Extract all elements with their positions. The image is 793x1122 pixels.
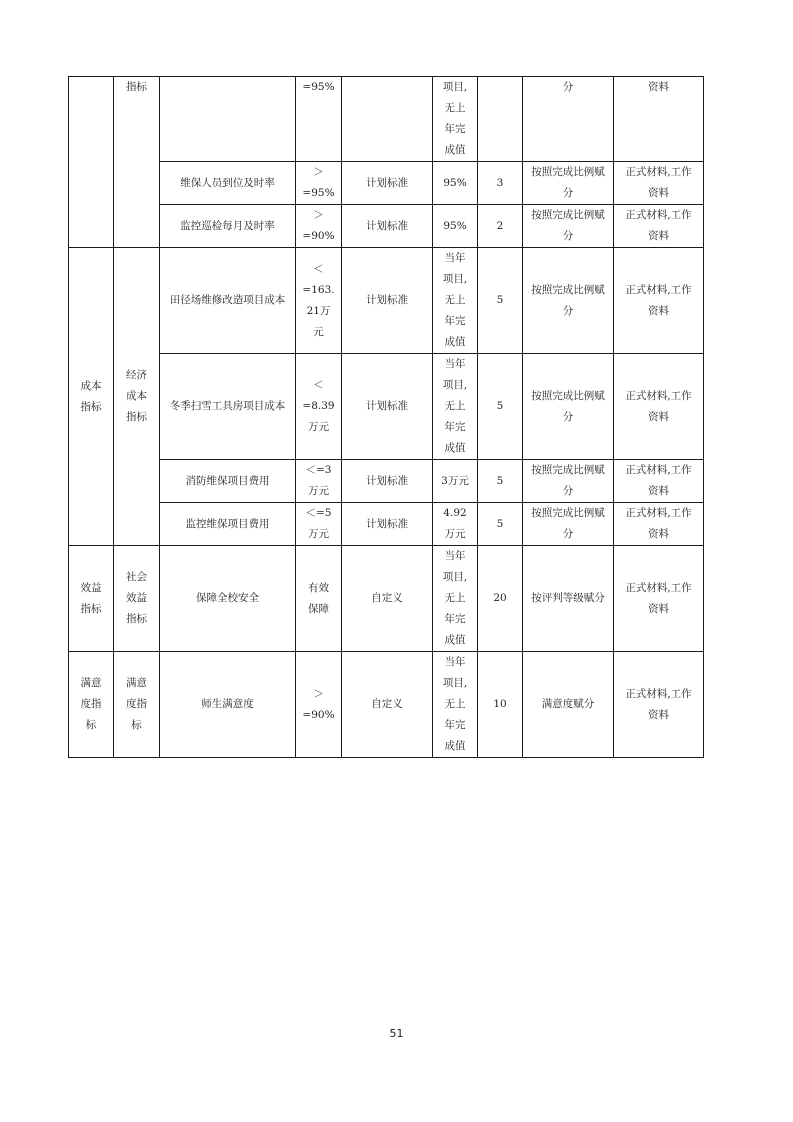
score-cell: 5 (478, 460, 523, 503)
table-row (69, 354, 704, 460)
indicator-name-cell: 保障全校安全 (160, 546, 296, 652)
target-value-cell: ＜=3 万元 (296, 460, 342, 503)
score-cell: 5 (478, 354, 523, 460)
score-cell: 5 (478, 248, 523, 354)
scoring-rule-cell: 按照完成比例赋 分 (523, 503, 614, 546)
scoring-rule-cell: 按照完成比例赋 分 (523, 354, 614, 460)
scoring-rule-cell: 按评判等级赋分 (523, 546, 614, 652)
score-cell: 5 (478, 503, 523, 546)
page-number: 51 (389, 1027, 404, 1040)
source-cell: 正式材料,工作 资料 (614, 503, 704, 546)
indicator-name-cell: 维保人员到位及时率 (160, 162, 296, 205)
standard-cell: 计划标准 (342, 248, 433, 354)
table-row (69, 248, 704, 354)
scoring-rule-cell: 分 (523, 77, 614, 162)
target-value-cell: ＜ =163. 21万 元 (296, 248, 342, 354)
source-cell: 正式材料,工作 资料 (614, 652, 704, 758)
performance-indicator-table (68, 76, 704, 758)
table-row (69, 77, 704, 162)
level2-indicator-cell: 经济 成本 指标 (114, 248, 160, 546)
target-value-cell: ＜=5 万元 (296, 503, 342, 546)
score-cell: 2 (478, 205, 523, 248)
target-value-cell: ＞ =95% (296, 162, 342, 205)
expected-value-cell: 当年 项目, 无上 年完 成值 (433, 546, 478, 652)
indicator-name-cell: 田径场维修改造项目成本 (160, 248, 296, 354)
standard-cell: 计划标准 (342, 460, 433, 503)
scoring-rule-cell: 按照完成比例赋 分 (523, 162, 614, 205)
level1-indicator-cell (69, 77, 114, 248)
scoring-rule-cell: 按照完成比例赋 分 (523, 205, 614, 248)
indicator-name-cell: 监控维保项目费用 (160, 503, 296, 546)
indicator-name-cell: 监控巡检每月及时率 (160, 205, 296, 248)
standard-cell: 自定义 (342, 652, 433, 758)
expected-value-cell: 95% (433, 205, 478, 248)
standard-cell: 计划标准 (342, 503, 433, 546)
source-cell: 正式材料,工作 资料 (614, 546, 704, 652)
standard-cell: 计划标准 (342, 162, 433, 205)
scoring-rule-cell: 满意度赋分 (523, 652, 614, 758)
expected-value-cell: 95% (433, 162, 478, 205)
level1-indicator-cell: 效益 指标 (69, 546, 114, 652)
target-value-cell: ＞ =90% (296, 205, 342, 248)
standard-cell: 计划标准 (342, 354, 433, 460)
level2-indicator-cell: 指标 (114, 77, 160, 248)
target-value-cell: ＜ =8.39 万元 (296, 354, 342, 460)
source-cell: 正式材料,工作 资料 (614, 205, 704, 248)
table-row (69, 652, 704, 758)
table-row (69, 460, 704, 503)
score-cell: 3 (478, 162, 523, 205)
table-row (69, 205, 704, 248)
table-row (69, 546, 704, 652)
level1-indicator-cell: 成本 指标 (69, 248, 114, 546)
indicator-name-cell (160, 77, 296, 162)
expected-value-cell: 4.92 万元 (433, 503, 478, 546)
target-value-cell: ＞ =90% (296, 652, 342, 758)
expected-value-cell: 项目, 无上 年完 成值 (433, 77, 478, 162)
standard-cell: 自定义 (342, 546, 433, 652)
source-cell: 资料 (614, 77, 704, 162)
standard-cell: 计划标准 (342, 205, 433, 248)
target-value-cell: 有效 保障 (296, 546, 342, 652)
expected-value-cell: 当年 项目, 无上 年完 成值 (433, 652, 478, 758)
expected-value-cell: 当年 项目, 无上 年完 成值 (433, 354, 478, 460)
scoring-rule-cell: 按照完成比例赋 分 (523, 460, 614, 503)
level2-indicator-cell: 社会 效益 指标 (114, 546, 160, 652)
level1-indicator-cell: 满意 度指 标 (69, 652, 114, 758)
source-cell: 正式材料,工作 资料 (614, 460, 704, 503)
expected-value-cell: 3万元 (433, 460, 478, 503)
target-value-cell: =95% (296, 77, 342, 162)
scoring-rule-cell: 按照完成比例赋 分 (523, 248, 614, 354)
indicator-name-cell: 消防维保项目费用 (160, 460, 296, 503)
source-cell: 正式材料,工作 资料 (614, 248, 704, 354)
indicator-name-cell: 师生满意度 (160, 652, 296, 758)
score-cell (478, 77, 523, 162)
score-cell: 20 (478, 546, 523, 652)
expected-value-cell: 当年 项目, 无上 年完 成值 (433, 248, 478, 354)
standard-cell (342, 77, 433, 162)
indicator-name-cell: 冬季扫雪工具房项目成本 (160, 354, 296, 460)
source-cell: 正式材料,工作 资料 (614, 354, 704, 460)
table-row (69, 162, 704, 205)
score-cell: 10 (478, 652, 523, 758)
table-row (69, 503, 704, 546)
source-cell: 正式材料,工作 资料 (614, 162, 704, 205)
level2-indicator-cell: 满意 度指 标 (114, 652, 160, 758)
